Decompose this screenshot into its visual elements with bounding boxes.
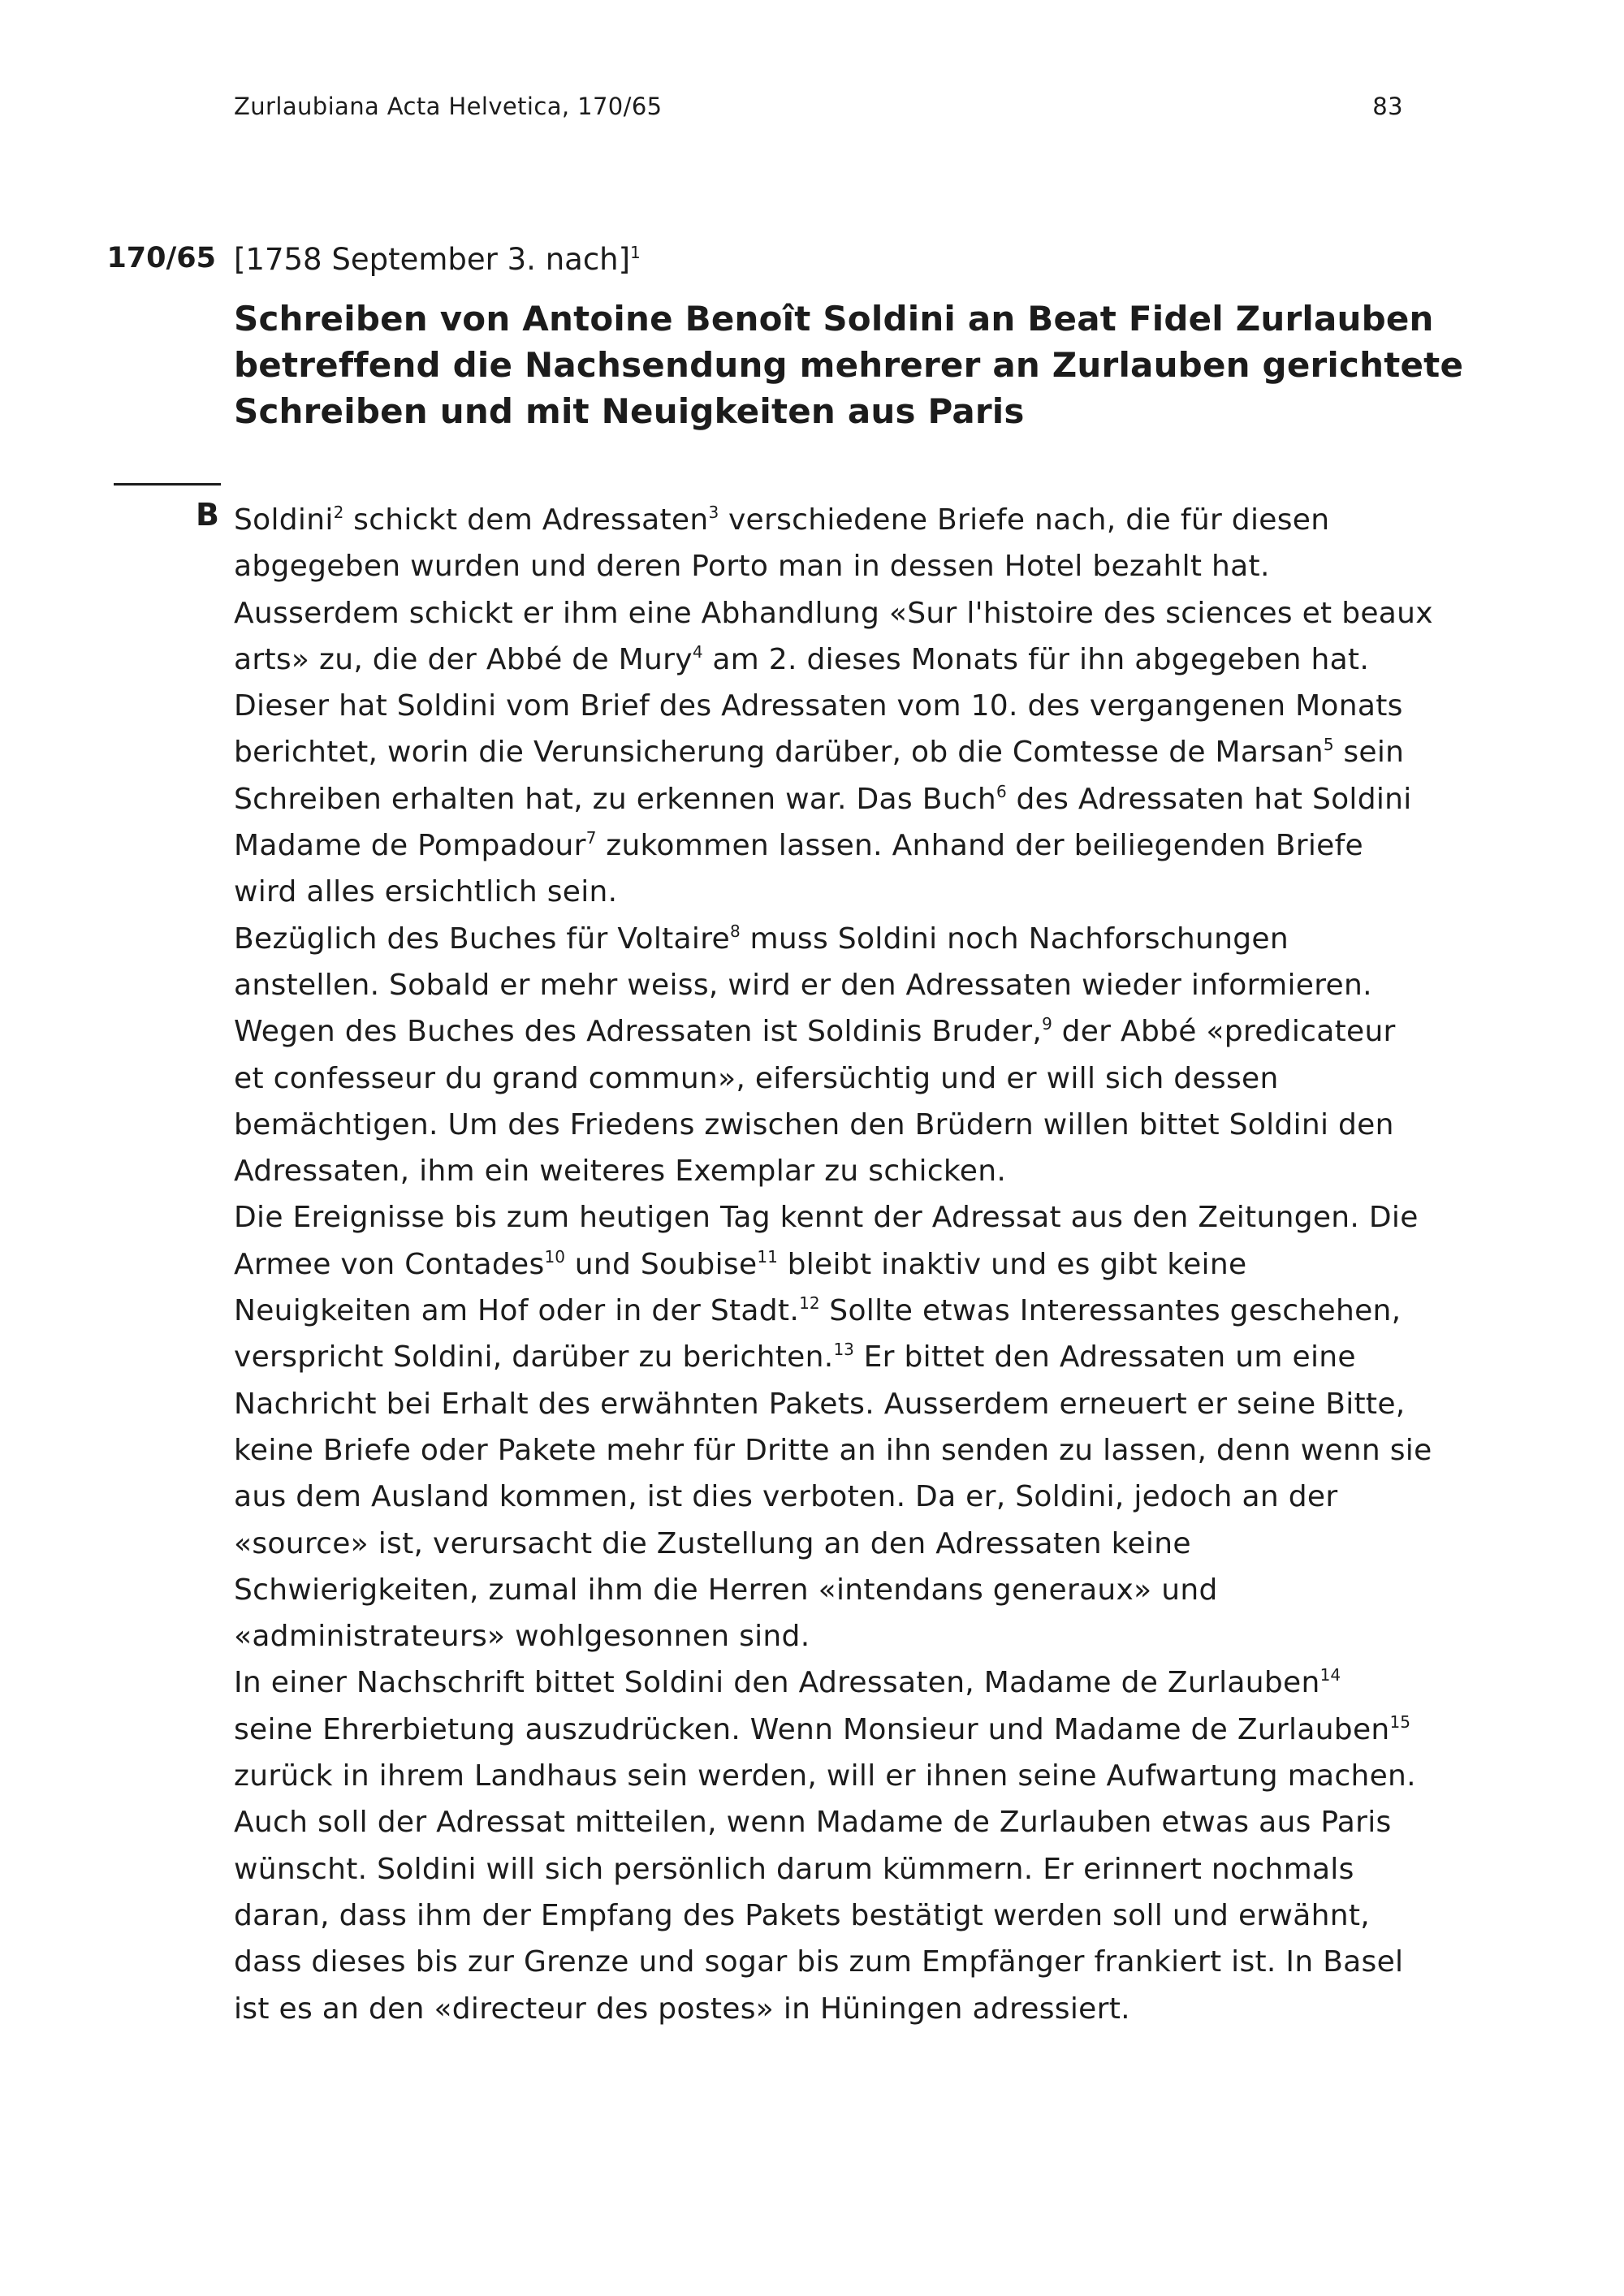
body-line bbox=[234, 543, 1436, 589]
body-line bbox=[234, 1659, 1436, 1706]
footnote-marker: 1 bbox=[630, 243, 641, 262]
body-line bbox=[234, 916, 1436, 962]
body-text-run: Dieser hat Soldini vom Brief des Adressaten vom 10. des vergangenen Monats bbox=[234, 689, 1403, 723]
entry-number: 170/65 bbox=[106, 242, 216, 274]
body-text-run: seine Ehrerbietung auszudrücken. Wenn Monsieur und Madame de Zurlauben bbox=[234, 1712, 1390, 1746]
footnote-marker: 13 bbox=[833, 1340, 854, 1360]
body-text-run: «administrateurs» wohlgesonnen sind. bbox=[234, 1620, 810, 1654]
summary-title bbox=[234, 296, 1464, 434]
footnote-marker: 8 bbox=[729, 921, 741, 941]
body-text-run: Die Ereignisse bis zum heutigen Tag kennt der Adressat aus den Zeitungen. Die bbox=[234, 1201, 1419, 1235]
body-text-run: abgegeben wurden und deren Porto man in dessen Hotel bezahlt hat. bbox=[234, 550, 1270, 584]
body-text-run: Er bittet den Adressaten um eine bbox=[853, 1340, 1356, 1375]
body-text-run: ist es an den «directeur des postes» in Hüningen adressiert. bbox=[234, 1992, 1130, 2026]
body-text-run: der Abbé «predicateur bbox=[1052, 1015, 1396, 1049]
body-line bbox=[234, 1799, 1436, 1845]
body-line bbox=[234, 1288, 1436, 1334]
body-line bbox=[234, 1939, 1436, 1985]
body-text-run: bemächtigen. Um des Friedens zwischen den Brüdern willen bittet Soldini den bbox=[234, 1107, 1394, 1142]
body-text-run: Madame de Pompadour bbox=[234, 829, 586, 863]
footnote-marker: 14 bbox=[1320, 1665, 1341, 1685]
body-text-run: Wegen des Buches des Adressaten ist Soldinis Bruder, bbox=[234, 1015, 1043, 1049]
body-line bbox=[234, 683, 1436, 729]
body-text-run: In einer Nachschrift bittet Soldini den Adressaten, Madame de Zurlauben bbox=[234, 1666, 1320, 1700]
footnote-marker: 12 bbox=[799, 1293, 820, 1314]
body-text-run: Bezüglich des Buches für Voltaire bbox=[234, 921, 730, 956]
body-line bbox=[234, 1892, 1436, 1939]
body-line bbox=[234, 822, 1436, 869]
body-line bbox=[234, 1474, 1436, 1520]
section-rule bbox=[114, 483, 221, 486]
summary-title-line: betreffend die Nachsendung mehrerer an Zurlauben gerichtete bbox=[234, 345, 1464, 385]
body-line bbox=[234, 1521, 1436, 1567]
body-text-run: am 2. dieses Monats für ihn abgegeben hat. bbox=[702, 642, 1370, 676]
body-text-run: berichtet, worin die Verunsicherung darüber, ob die Comtesse de Marsan bbox=[234, 736, 1324, 770]
body-line bbox=[234, 1148, 1436, 1194]
body-text-run: anstellen. Sobald er mehr weiss, wird er den Adressaten wieder informieren. bbox=[234, 968, 1372, 1002]
summary-title-line: Schreiben von Antoine Benoît Soldini an Beat Fidel Zurlauben bbox=[234, 299, 1434, 339]
body-text bbox=[234, 497, 1436, 2032]
body-text-run: des Adressaten hat Soldini bbox=[1006, 782, 1412, 816]
body-text-run: aus dem Ausland kommen, ist dies verboten. Da er, Soldini, jedoch an der bbox=[234, 1480, 1338, 1514]
footnote-marker: 3 bbox=[708, 503, 719, 522]
body-line bbox=[234, 1334, 1436, 1380]
body-text-run: schickt dem Adressaten bbox=[343, 503, 709, 537]
body-line bbox=[234, 1427, 1436, 1474]
body-text-run: Adressaten, ihm ein weiteres Exemplar zu schicken. bbox=[234, 1154, 1007, 1189]
body-text-run: keine Briefe oder Pakete mehr für Dritte an ihn senden zu lassen, denn wenn sie bbox=[234, 1433, 1432, 1467]
footnote-marker: 5 bbox=[1323, 735, 1334, 755]
body-line bbox=[234, 869, 1436, 915]
body-text-run: zurück in ihrem Landhaus sein werden, will er ihnen seine Aufwartung machen. bbox=[234, 1759, 1416, 1793]
body-line bbox=[234, 962, 1436, 1008]
section-marker: B bbox=[196, 497, 219, 533]
body-text-run: Neuigkeiten am Hof oder in der Stadt. bbox=[234, 1294, 800, 1328]
footnote-marker: 10 bbox=[544, 1246, 565, 1267]
body-line bbox=[234, 1381, 1436, 1427]
body-line bbox=[234, 590, 1436, 637]
page-number: 83 bbox=[1372, 93, 1403, 120]
body-line bbox=[234, 1194, 1436, 1241]
body-line bbox=[234, 1241, 1436, 1288]
body-text-run: Soldini bbox=[234, 503, 334, 537]
body-text-run: und Soubise bbox=[564, 1247, 758, 1281]
entry-date bbox=[234, 242, 641, 277]
body-text-run: verspricht Soldini, darüber zu berichten. bbox=[234, 1340, 834, 1375]
body-text-run: daran, dass ihm der Empfang des Pakets bestätigt werden soll und erwähnt, bbox=[234, 1898, 1370, 1932]
body-line bbox=[234, 1055, 1436, 1102]
body-line bbox=[234, 637, 1436, 683]
body-line bbox=[234, 1707, 1436, 1753]
body-text-run: dass dieses bis zur Grenze und sogar bis zum Empfänger frankiert ist. In Basel bbox=[234, 1945, 1404, 1979]
body-text-run: wird alles ersichtlich sein. bbox=[234, 875, 618, 909]
footnote-marker: 15 bbox=[1389, 1711, 1410, 1732]
body-text-run: sein bbox=[1333, 736, 1405, 770]
body-text-run: arts» zu, die der Abbé de Mury bbox=[234, 642, 693, 676]
body-text-run: Auch soll der Adressat mitteilen, wenn Madame de Zurlauben etwas aus Paris bbox=[234, 1806, 1392, 1840]
body-text-run: et confesseur du grand commun», eifersüchtig und er will sich dessen bbox=[234, 1061, 1279, 1095]
body-line bbox=[234, 776, 1436, 822]
entry-date-text: [1758 September 3. nach] bbox=[234, 242, 631, 277]
body-text-run: «source» ist, verursacht die Zustellung an den Adressaten keine bbox=[234, 1526, 1191, 1560]
body-text-run: Schwierigkeiten, zumal ihm die Herren «intendans generaux» und bbox=[234, 1573, 1218, 1607]
body-line bbox=[234, 1613, 1436, 1659]
body-line bbox=[234, 1846, 1436, 1892]
body-text-run: Ausserdem schickt er ihm eine Abhandlung «Sur l'histoire des sciences et beaux bbox=[234, 596, 1433, 630]
body-line bbox=[234, 1102, 1436, 1148]
footnote-marker: 2 bbox=[333, 503, 344, 522]
footnote-marker: 11 bbox=[757, 1246, 778, 1267]
body-text-run: Nachricht bei Erhalt des erwähnten Pakets. Ausserdem erneuert er seine Bitte, bbox=[234, 1387, 1406, 1421]
footnote-marker: 6 bbox=[996, 781, 1007, 801]
body-text-run: wünscht. Soldini will sich persönlich darum kümmern. Er erinnert nochmals bbox=[234, 1852, 1354, 1886]
running-header bbox=[234, 93, 1403, 133]
body-line bbox=[234, 1753, 1436, 1799]
body-text-run: zukommen lassen. Anhand der beiliegenden Briefe bbox=[596, 829, 1363, 863]
body-line bbox=[234, 729, 1436, 775]
body-text-run: Armee von Contades bbox=[234, 1247, 545, 1281]
body-text-run: bleibt inaktiv und es gibt keine bbox=[777, 1247, 1247, 1281]
footnote-marker: 7 bbox=[585, 828, 597, 848]
body-text-run: Sollte etwas Interessantes geschehen, bbox=[819, 1294, 1402, 1328]
body-line bbox=[234, 1008, 1436, 1055]
footnote-marker: 4 bbox=[692, 641, 703, 662]
body-line bbox=[234, 1986, 1436, 2032]
summary-title-line: Schreiben und mit Neuigkeiten aus Paris bbox=[234, 391, 1025, 431]
body-text-run: muss Soldini noch Nachforschungen bbox=[740, 921, 1289, 956]
body-line bbox=[234, 1567, 1436, 1613]
body-line bbox=[234, 497, 1436, 543]
body-text-run: Schreiben erhalten hat, zu erkennen war. Das Buch bbox=[234, 782, 997, 816]
running-title: Zurlaubiana Acta Helvetica, 170/65 bbox=[234, 93, 663, 120]
footnote-marker: 9 bbox=[1042, 1014, 1052, 1034]
body-text-run: verschiedene Briefe nach, die für diesen bbox=[719, 503, 1330, 537]
